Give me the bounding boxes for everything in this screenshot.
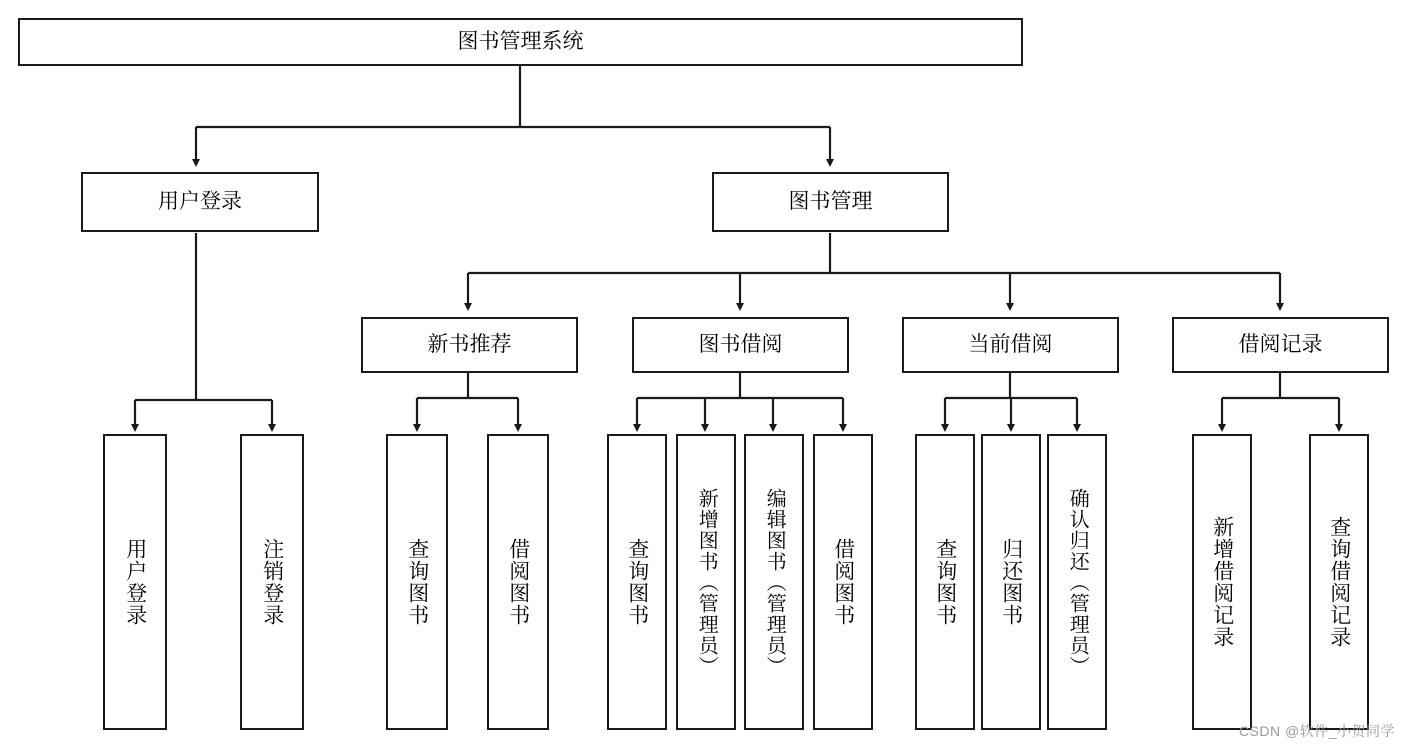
node-new-book-recommend-label: 新书推荐 [427,333,512,357]
leaf-logout[interactable] [240,434,304,730]
leaf-edit-book-label: 编辑图书（管理员） [763,487,786,677]
node-root-label: 图书管理系统 [457,30,584,54]
node-root[interactable] [18,18,1023,66]
leaf-return-book[interactable] [981,434,1041,730]
node-current-borrow[interactable] [902,317,1119,373]
leaf-add-borrow-record-label: 新增借阅记录 [1210,516,1234,648]
leaf-query-book-borrow[interactable] [607,434,667,730]
leaf-user-login-label: 用户登录 [123,538,147,626]
leaf-confirm-return-label: 确认归还（管理员） [1066,487,1089,677]
node-book-borrow[interactable] [632,317,849,373]
node-current-borrow-label: 当前借阅 [968,333,1053,357]
node-book-management-label: 图书管理 [788,190,873,214]
leaf-confirm-return[interactable] [1047,434,1107,730]
leaf-return-book-label: 归还图书 [999,538,1023,626]
node-book-management[interactable] [712,172,949,232]
leaf-borrow-book-recommend[interactable] [487,434,549,730]
leaf-query-book-current[interactable] [915,434,975,730]
node-user-login[interactable] [81,172,319,232]
leaf-query-book-current-label: 查询图书 [933,538,957,626]
node-borrow-record-label: 借阅记录 [1238,333,1323,357]
leaf-query-borrow-record[interactable] [1309,434,1369,730]
leaf-user-login[interactable] [103,434,167,730]
node-user-login-label: 用户登录 [158,190,242,214]
leaf-add-borrow-record[interactable] [1192,434,1252,730]
watermark: CSDN @软件_小贺同学 [1238,723,1395,739]
leaf-query-book-recommend-label: 查询图书 [405,538,429,626]
node-borrow-record[interactable] [1172,317,1389,373]
leaf-add-book-label: 新增图书（管理员） [695,487,718,677]
leaf-add-book[interactable] [676,434,736,730]
leaf-query-borrow-record-label: 查询借阅记录 [1327,516,1351,648]
leaf-query-book-borrow-label: 查询图书 [625,538,649,626]
node-new-book-recommend[interactable] [361,317,578,373]
leaf-edit-book[interactable] [744,434,804,730]
leaf-logout-label: 注销登录 [260,538,284,626]
node-book-borrow-label: 图书借阅 [698,333,783,357]
leaf-borrow-book[interactable] [813,434,873,730]
leaf-borrow-book-label: 借阅图书 [831,538,855,626]
leaf-borrow-book-recommend-label: 借阅图书 [506,538,530,626]
leaf-query-book-recommend[interactable] [386,434,448,730]
